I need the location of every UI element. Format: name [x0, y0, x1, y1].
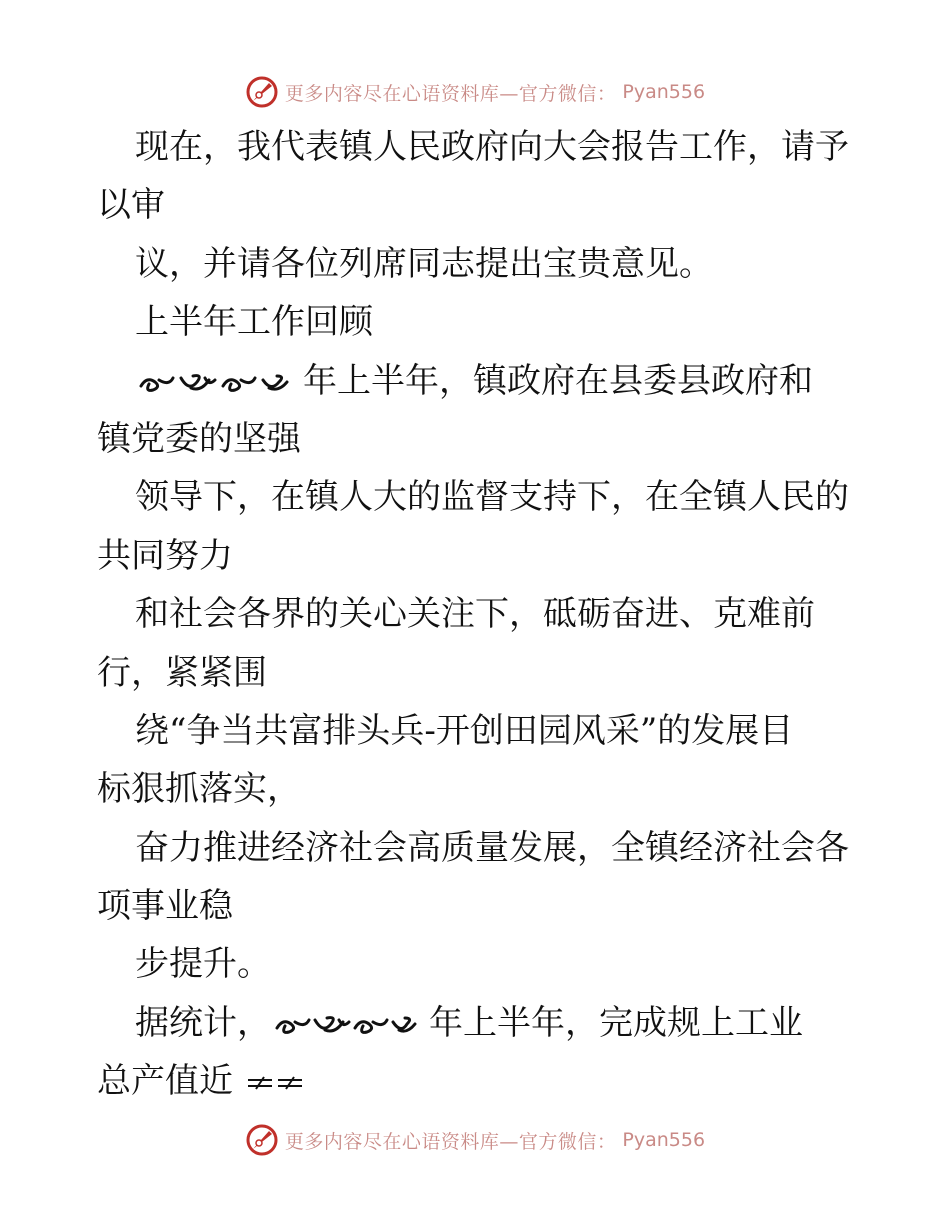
watermark-text: 更多内容尽在心语资料库—官方微信：: [284, 1130, 617, 1153]
text-segment: 据统计，: [135, 1002, 271, 1043]
text-line: 领导下，在镇人大的监督支持下，在全镇人民的: [135, 477, 849, 518]
section-heading: 上半年工作回顾: [135, 302, 373, 343]
text-line: 奋力推进经济社会高质量发展，全镇经济社会各: [135, 827, 849, 868]
watermark-wechat-id: Pyan556: [622, 1129, 706, 1151]
text-line: 议，并请各位列席同志提出宝贵意见。: [135, 243, 713, 284]
text-line: [97, 352, 857, 410]
text-segment: 年上半年，完成规上工业: [429, 1002, 803, 1043]
text-line: 以审: [97, 185, 165, 226]
quill-logo-icon: [245, 75, 279, 109]
text-line: 步提升。: [135, 944, 271, 985]
text-line: 行，紧紧围: [97, 652, 267, 693]
watermark-text: 更多内容尽在心语资料库—官方微信：: [284, 82, 617, 105]
text-line: 现在，我代表镇人民政府向大会报告工作，请予: [135, 127, 849, 167]
text-line: 绕“争当共富排头兵-开创田园风采”的发展目: [135, 710, 794, 751]
text-line: 项事业稳: [97, 886, 233, 927]
text-line: [97, 1052, 857, 1110]
text-segment: 年上半年，镇政府在县委县政府和: [303, 360, 813, 401]
document-body: [97, 118, 857, 1111]
watermark-wechat-id: Pyan556: [622, 81, 706, 103]
quill-logo-icon: [245, 1123, 279, 1157]
text-segment: 总产值近: [97, 1061, 233, 1102]
text-line: 共同努力: [97, 535, 233, 576]
text-line: 和社会各界的关心关注下，砥砺奋进、克难前: [135, 594, 815, 635]
header-watermark: [0, 72, 950, 112]
text-line: 镇党委的坚强: [97, 418, 301, 459]
garbled-glyphs-icon: [244, 1071, 308, 1095]
text-line: 标狠抓落实，: [97, 769, 301, 810]
text-line: [97, 994, 857, 1052]
ornament-glyphs-icon: [135, 368, 295, 398]
ornament-glyphs-icon: [271, 1010, 421, 1040]
footer-watermark: [0, 1120, 950, 1160]
